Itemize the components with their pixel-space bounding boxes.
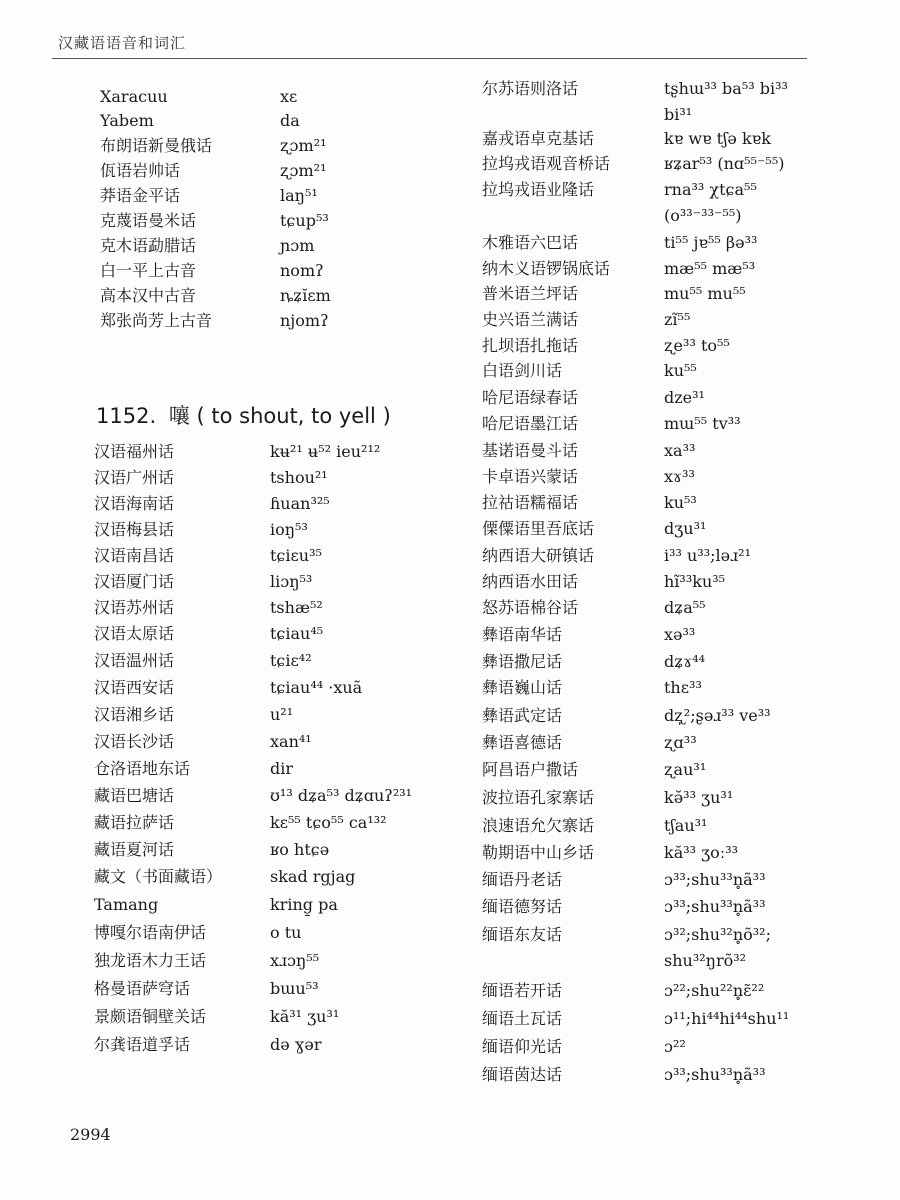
entry-language: 扎坝语扎拖话: [482, 336, 579, 355]
entry-language: 汉语海南话: [94, 494, 175, 513]
entry-language: 纳木义语锣锅底话: [482, 259, 611, 278]
entry-form: u²¹: [270, 705, 294, 724]
entry-form: xan⁴¹: [270, 732, 312, 751]
entry-form-continuation: bi³¹: [664, 105, 693, 124]
entry-form: ku⁵³: [664, 493, 697, 512]
entry-form: ɔ³³;shu³³n̥ã³³: [664, 870, 766, 889]
entry-language: Xaracuu: [100, 87, 168, 106]
entry-language: 藏文（书面藏语）: [94, 867, 223, 886]
entry-language: 尔苏语则洛话: [482, 79, 579, 98]
entry-language: 汉语福州话: [94, 442, 175, 461]
entry-language: 浪速语允欠寨话: [482, 816, 595, 835]
entry-language: 怒苏语棉谷话: [482, 598, 579, 617]
entry-form-continuation: shu³²ŋrõ³²: [664, 951, 747, 970]
entry-form: dʐ̩²;ʂəɹ³³ ve³³: [664, 706, 771, 725]
entry-form: ɔ²²: [664, 1037, 686, 1056]
entry-form: tshæ⁵²: [270, 598, 323, 617]
entry-language: 汉语厦门话: [94, 572, 175, 591]
section-heading: [96, 400, 391, 430]
entry-form: kʉ²¹ ʉ⁵² ieu²¹²: [270, 442, 381, 461]
entry-language: 博嘎尔语南伊话: [94, 923, 207, 942]
entry-language: 彝语武定话: [482, 706, 563, 725]
entry-form: ʁʑar⁵³ (nɑ⁵⁵⁻⁵⁵): [664, 154, 785, 173]
entry-language: 藏语巴塘话: [94, 786, 175, 805]
entry-language: 汉语湘乡话: [94, 705, 175, 724]
entry-form: ʐɑ³³: [664, 733, 697, 752]
entry-form: ɔ¹¹;hi⁴⁴hi⁴⁴shu¹¹: [664, 1009, 790, 1028]
entry-form: ku⁵⁵: [664, 361, 697, 380]
entry-form: skad rgjag: [270, 867, 356, 886]
entry-form: i³³ u³³;ləɹ²¹: [664, 546, 751, 565]
entry-form: kă³³ ʒoː³³: [664, 843, 739, 862]
entry-form: ɔ³²;shu³²n̥õ³²;: [664, 925, 771, 944]
running-header: 汉藏语语音和词汇: [58, 34, 187, 52]
entry-language: 汉语长沙话: [94, 732, 175, 751]
entry-form: xa³³: [664, 441, 696, 460]
entry-form: kă³¹ ʒu³¹: [270, 1007, 340, 1026]
entry-form: kɛ⁵⁵ tɕo⁵⁵ ca¹³²: [270, 813, 387, 832]
entry-language: 汉语梅县话: [94, 520, 175, 539]
entry-form: tɕup⁵³: [280, 211, 329, 230]
entry-language: 波拉语孔家寨话: [482, 788, 595, 807]
entry-language: 汉语太原话: [94, 624, 175, 643]
entry-language: 仓洛语地东话: [94, 759, 191, 778]
entry-language: 白一平上古音: [100, 261, 197, 280]
entry-language: 缅语德努话: [482, 897, 563, 916]
entry-form: xə³³: [664, 625, 696, 644]
entry-form: thɛ³³: [664, 678, 702, 697]
entry-language: 阿昌语户撒话: [482, 760, 579, 779]
entry-form: mɯ⁵⁵ tv³³: [664, 414, 741, 433]
entry-form: ʊ¹³ dʑa⁵³ dʑɑuʔ²³¹: [270, 786, 413, 805]
entry-language: 汉语广州话: [94, 468, 175, 487]
entry-form: dir: [270, 759, 294, 778]
entry-language: 克蔑语曼米话: [100, 211, 197, 230]
entry-form: laŋ⁵¹: [280, 186, 318, 205]
entry-form: ɔ³³;shu³³n̥ã³³: [664, 1065, 766, 1084]
entry-form: xɛ: [280, 87, 298, 106]
entry-form: ʐe³³ to⁵⁵: [664, 336, 730, 355]
entry-language: 缅语仰光话: [482, 1037, 563, 1056]
entry-language: 傈僳语里吾底话: [482, 519, 595, 538]
entry-language: 独龙语木力王话: [94, 951, 207, 970]
entry-language: 藏语拉萨话: [94, 813, 175, 832]
entry-form: kring̱ pa: [270, 895, 338, 914]
entry-language: 汉语苏州话: [94, 598, 175, 617]
entry-language: 哈尼语绿春话: [482, 388, 579, 407]
entry-language: 彝语南华话: [482, 625, 563, 644]
entry-language: 布朗语新曼俄话: [100, 136, 213, 155]
entry-language: 哈尼语墨江话: [482, 414, 579, 433]
entry-language: 藏语夏河话: [94, 840, 175, 859]
entry-language: 缅语东友话: [482, 925, 563, 944]
entry-form: kə̆³³ ʒu³¹: [664, 788, 734, 807]
entry-language: 缅语丹老话: [482, 870, 563, 889]
entry-form: liɔŋ⁵³: [270, 572, 313, 591]
entry-form: tɕiɛ⁴²: [270, 651, 312, 670]
entry-form: ʐɔm²¹: [280, 161, 327, 180]
entry-language: 纳西语水田话: [482, 572, 579, 591]
entry-language: 尔龚语道孚话: [94, 1035, 191, 1054]
entry-form: ʐau³¹: [664, 760, 707, 779]
entry-form: da: [280, 111, 300, 130]
entry-language: 彝语撒尼话: [482, 652, 563, 671]
entry-form: ʐɔm²¹: [280, 136, 327, 155]
entry-language: 嘉戎语卓克基话: [482, 129, 595, 148]
entry-language: 汉语西安话: [94, 678, 175, 697]
entry-form: dʒu³¹: [664, 519, 707, 538]
entry-language: 缅语土瓦话: [482, 1009, 563, 1028]
section-number: 1152.: [96, 404, 157, 428]
page-number: 2994: [70, 1125, 111, 1144]
entry-form: o tu: [270, 923, 302, 942]
entry-language: 缅语茵达话: [482, 1065, 563, 1084]
entry-language: 拉坞戎语观音桥话: [482, 154, 611, 173]
entry-language: 格曼语萨穹话: [94, 979, 191, 998]
entry-language: 郑张尚芳上古音: [100, 311, 213, 330]
entry-form: tɕiau⁴⁵: [270, 624, 324, 643]
entry-form: ɔ³³;shu³³n̥ã³³: [664, 897, 766, 916]
entry-language: 克木语勐腊话: [100, 236, 197, 255]
entry-form: zĩ⁵⁵: [664, 310, 691, 329]
entry-form: ɦuan³²⁵: [270, 494, 330, 513]
entry-language: 白语剑川话: [482, 361, 563, 380]
entry-form: dʑa⁵⁵: [664, 598, 706, 617]
entry-language: 拉坞戎语业隆话: [482, 180, 595, 199]
entry-language: 彝语巍山话: [482, 678, 563, 697]
entry-form: ɔ²²;shu²²n̥ɛ̃²²: [664, 981, 765, 1000]
entry-form: də ɣər: [270, 1035, 322, 1054]
entry-form: ȵʑĭɛm: [280, 286, 331, 305]
entry-language: 纳西语大研镇话: [482, 546, 595, 565]
entry-form: tɕiɛu³⁵: [270, 546, 322, 565]
entry-form: dʑɤ⁴⁴: [664, 652, 706, 671]
entry-form: tʂhɯ³³ ba⁵³ bi³³: [664, 79, 788, 98]
entry-form: ʁo htɕə: [270, 840, 330, 859]
section-headword: 嚷: [168, 404, 190, 428]
entry-language: 勒期语中山乡话: [482, 843, 595, 862]
entry-language: 景颇语铜壁关话: [94, 1007, 207, 1026]
entry-form-continuation: (o³³⁻³³⁻⁵⁵): [664, 206, 742, 225]
entry-form: ɲɔm: [280, 236, 315, 255]
section-gloss: ( to shout, to yell ): [196, 404, 391, 428]
entry-form: xɤ³³: [664, 467, 695, 486]
entry-language: 木雅语六巴话: [482, 233, 579, 252]
entry-form: tɕiau⁴⁴ ·xuã: [270, 678, 363, 697]
entry-language: 佤语岩帅话: [100, 161, 181, 180]
entry-language: 基诺语曼斗话: [482, 441, 579, 460]
entry-form: kɐ wɐ tʃə kɐk: [664, 129, 771, 148]
header-rule: [52, 58, 807, 59]
entry-form: tʃau³¹: [664, 816, 708, 835]
entry-language: 缅语若开话: [482, 981, 563, 1000]
entry-language: 拉祜语糯福话: [482, 493, 579, 512]
entry-form: ti⁵⁵ jɐ⁵⁵ βə³³: [664, 233, 758, 252]
entry-form: rna³³ χtɕa⁵⁵: [664, 180, 757, 199]
entry-form: mæ⁵⁵ mæ⁵³: [664, 259, 756, 278]
entry-language: 莽语金平话: [100, 186, 181, 205]
entry-form: mu⁵⁵ mu⁵⁵: [664, 284, 746, 303]
entry-language: 卡卓语兴蒙话: [482, 467, 579, 486]
entry-language: Tamang: [94, 895, 159, 914]
entry-form: ioŋ⁵³: [270, 520, 308, 539]
entry-language: 普米语兰坪话: [482, 284, 579, 303]
entry-form: xɹɔŋ⁵⁵: [270, 951, 320, 970]
entry-language: Yabem: [100, 111, 154, 130]
entry-language: 汉语温州话: [94, 651, 175, 670]
entry-language: 高本汉中古音: [100, 286, 197, 305]
entry-form: nomʔ: [280, 261, 324, 280]
entry-form: tshou²¹: [270, 468, 328, 487]
entry-form: dze³¹: [664, 388, 705, 407]
entry-language: 汉语南昌话: [94, 546, 175, 565]
entry-form: hĩ³³ku³⁵: [664, 572, 726, 591]
entry-form: njomʔ: [280, 311, 329, 330]
entry-language: 史兴语兰满话: [482, 310, 579, 329]
entry-language: 彝语喜德话: [482, 733, 563, 752]
entry-form: bɯu⁵³: [270, 979, 319, 998]
